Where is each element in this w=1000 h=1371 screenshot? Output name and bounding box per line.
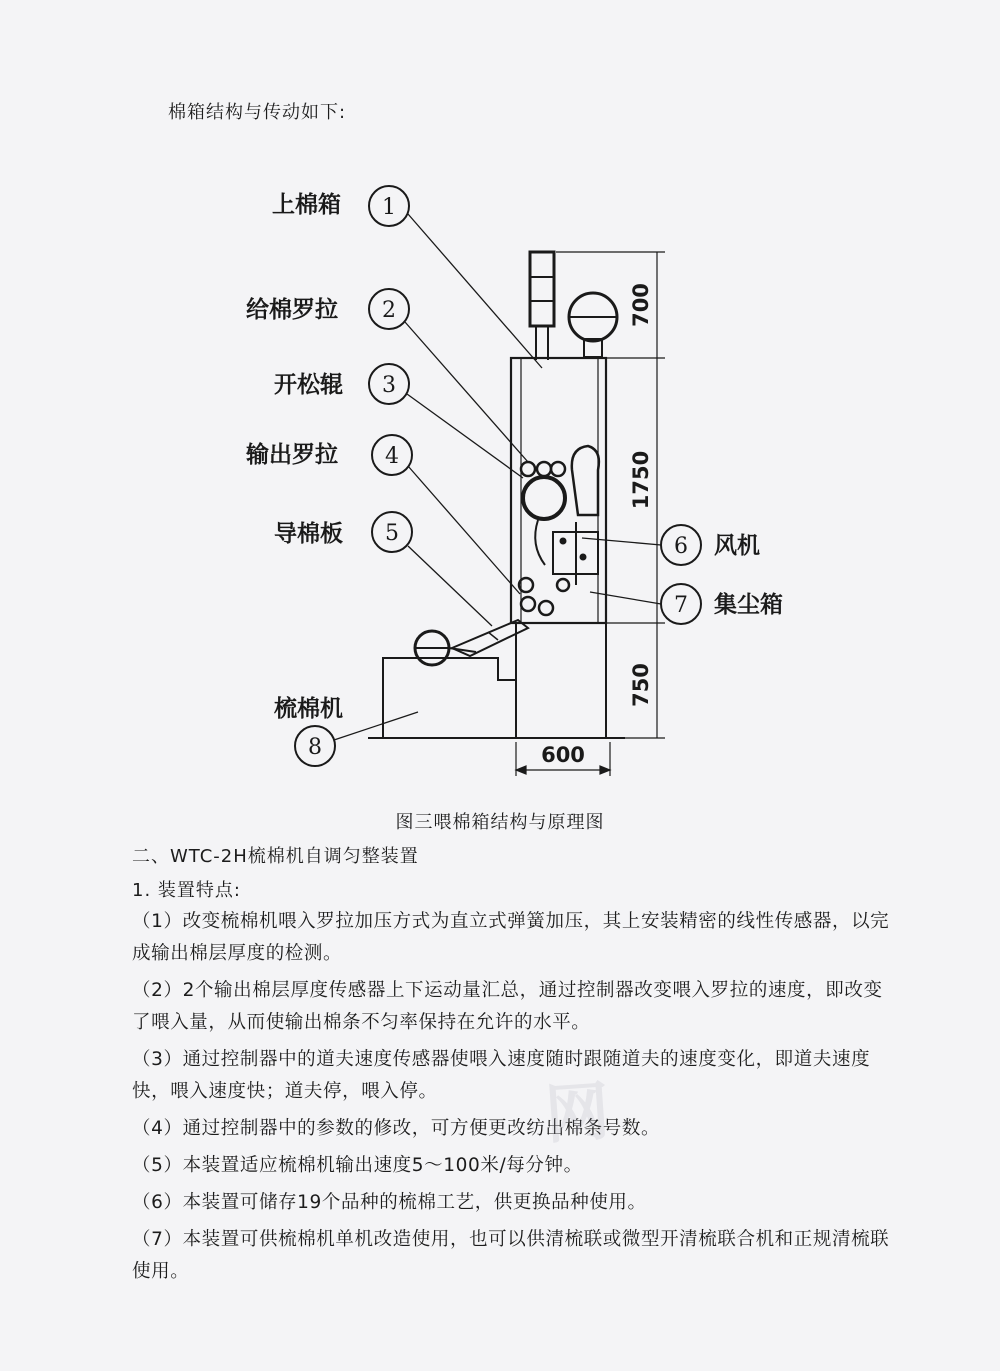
svg-text:5: 5 xyxy=(385,521,399,546)
callout-3 xyxy=(369,364,409,404)
svg-text:3: 3 xyxy=(382,373,396,398)
feature-item: （3）通过控制器中的道夫速度传感器使喂入速度随时跟随道夫的速度变化，即道夫速度快，喂入速度快；道夫停，喂入停。 xyxy=(132,1049,871,1102)
dim-1750: 1750 xyxy=(629,450,653,510)
feed-box-diagram xyxy=(0,160,1000,800)
callout-8 xyxy=(295,726,335,766)
feature-item: （2）2个输出棉层厚度传感器上下运动量汇总，通过控制器改变喂入罗拉的速度，即改变了喂入量，从而使输出棉条不匀率保持在允许的水平。 xyxy=(132,980,883,1033)
subsection-title: 1. 装置特点: xyxy=(132,880,241,901)
label-output-roller: 输出罗拉 xyxy=(246,442,338,468)
svg-text:8: 8 xyxy=(308,735,322,760)
feature-item: （5）本装置适应梳棉机输出速度5～100米/每分钟。 xyxy=(132,1155,583,1176)
svg-text:6: 6 xyxy=(674,534,688,559)
label-feed-roller: 给棉罗拉 xyxy=(246,297,338,323)
callout-5 xyxy=(372,512,412,552)
feature-item: （7）本装置可供梳棉机单机改造使用，也可以供清梳联或微型开清梳联合机和正规清梳联使用。 xyxy=(132,1229,890,1282)
label-opening-roller: 开松辊 xyxy=(274,372,343,398)
dim-750: 750 xyxy=(629,663,653,707)
feature-item: （1）改变梳棉机喂入罗拉加压方式为直立式弹簧加压，其上安装精密的线性传感器，以完成输出棉层厚度的检测。 xyxy=(132,911,890,964)
dim-600: 600 xyxy=(541,743,585,767)
svg-text:4: 4 xyxy=(385,444,399,469)
dim-700: 700 xyxy=(629,283,653,327)
section-title: 二、WTC-2H梳棉机自调匀整装置 xyxy=(132,846,419,867)
feature-item: （6）本装置可储存19个品种的梳棉工艺，供更换品种使用。 xyxy=(132,1192,647,1213)
svg-text:7: 7 xyxy=(674,593,688,618)
intro-text: 棉箱结构与传动如下: xyxy=(168,102,347,123)
label-carding-machine: 梳棉机 xyxy=(274,696,343,722)
feature-list xyxy=(132,906,892,1293)
watermark: 网 xyxy=(542,1074,615,1154)
feature-item: （4）通过控制器中的参数的修改，可方便更改纺出棉条号数。 xyxy=(132,1118,661,1139)
label-fan: 风机 xyxy=(714,533,760,559)
label-guide-plate: 导棉板 xyxy=(274,521,343,547)
callout-4 xyxy=(372,435,412,475)
callout-6 xyxy=(661,525,701,565)
svg-text:1: 1 xyxy=(382,195,396,220)
label-dust-box: 集尘箱 xyxy=(714,592,783,618)
svg-text:2: 2 xyxy=(382,298,396,323)
callout-2 xyxy=(369,289,409,329)
machine-structure xyxy=(368,252,625,738)
callout-1 xyxy=(369,186,409,226)
callout-7 xyxy=(661,584,701,624)
label-upper-box: 上棉箱 xyxy=(272,192,341,218)
figure-caption: 图三喂棉箱结构与原理图 xyxy=(395,812,605,833)
